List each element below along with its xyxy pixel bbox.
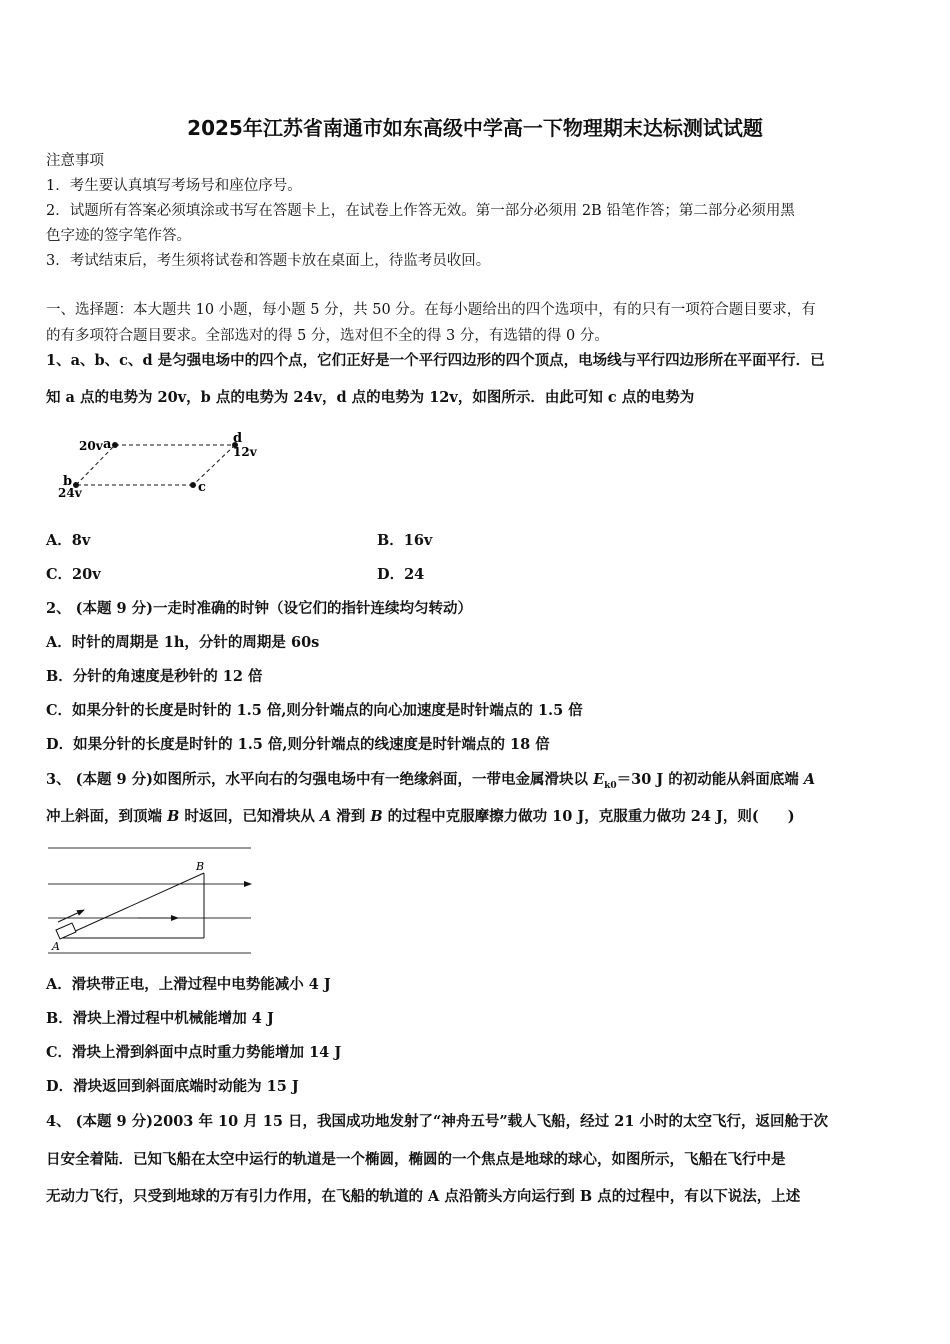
- question-4-stem: 无动力飞行，只受到地球的万有引力作用，在飞船的轨道的 A 点沿箭头方向运行到 B 点的过程中，有以下说法，上述: [46, 1188, 801, 1205]
- notice-item: 2．试题所有答案必须填涂或书写在答题卡上，在试卷上作答无效。第一部分必须用 2B 铅笔作答；第二部分必须用黑: [46, 203, 795, 219]
- label-A: A: [52, 940, 60, 953]
- label-B: B: [196, 860, 205, 873]
- section-intro: 的有多项符合题目要求。全部选对的得 5 分，选对但不全的得 3 分，有选错的得 0 分。: [46, 328, 609, 344]
- option-d: D．如果分针的长度是时针的 1.5 倍,则分针端点的线速度是时针端点的 18 倍: [46, 736, 550, 753]
- point-c: [190, 482, 196, 488]
- point-b-ref: B: [370, 808, 383, 825]
- notice-item: 色字迹的签字笔作答。: [46, 228, 191, 244]
- label-b: b: [63, 474, 73, 489]
- notice-item: 1．考生要认真填写考场号和座位序号。: [46, 178, 302, 194]
- point-a-ref: A: [319, 808, 332, 825]
- label-c: c: [198, 480, 206, 495]
- label-24v: 24v: [58, 486, 82, 500]
- question-4-stem: 4、 (本题 9 分)2003 年 10 月 15 日，我国成功地发射了“神舟五号”载人飞船，经过 21 小时的太空飞行，返回舱于次: [46, 1113, 828, 1130]
- incline-surface: [60, 873, 204, 938]
- option-c: C．如果分针的长度是时针的 1.5 倍,则分针端点的向心加速度是时针端点的 1.5 倍: [46, 702, 583, 719]
- notice-heading: 注意事项: [46, 153, 104, 169]
- label-12v: 12v: [233, 445, 257, 459]
- stem-text: 滑到: [331, 808, 371, 825]
- ek-symbol: E: [593, 771, 605, 788]
- point-b-ref: B: [167, 808, 180, 825]
- question-2-stem: 2、 (本题 9 分)一走时准确的时钟（设它们的指针连续均匀转动）: [46, 600, 473, 617]
- option-d: D．滑块返回到斜面底端时动能为 15 J: [46, 1078, 299, 1095]
- page-title: 2025年江苏省南通市如东高级中学高一下物理期末达标测试试题: [187, 116, 763, 140]
- stem-text: 3、 (本题 9 分)如图所示，水平向右的匀强电场中有一绝缘斜面，一带电金属滑块以: [46, 771, 594, 788]
- incline-figure: [46, 840, 256, 960]
- velocity-arrow: [58, 910, 84, 922]
- slider-block: [56, 923, 76, 939]
- option-b: B．分针的角速度是秒针的 12 倍: [46, 668, 263, 685]
- stem-text: 时返回，已知滑块从: [179, 808, 320, 825]
- ek-subscript: k0: [604, 780, 617, 791]
- question-3-stem: [46, 807, 906, 827]
- option-a: A．滑块带正电，上滑过程中电势能减小 4 J: [46, 976, 331, 993]
- label-d: d: [233, 431, 243, 446]
- edge-dc: [193, 445, 235, 485]
- question-1-stem: 知 a 点的电势为 20v，b 点的电势为 24v，d 点的电势为 12v，如图所示．由此可知 c 点的电势为: [46, 389, 695, 406]
- option-a: A．8v: [46, 532, 91, 549]
- option-b: B．16v: [377, 532, 433, 549]
- point-a: [112, 442, 118, 448]
- option-b: B．滑块上滑过程中机械能增加 4 J: [46, 1010, 274, 1027]
- option-c: C．滑块上滑到斜面中点时重力势能增加 14 J: [46, 1044, 342, 1061]
- notice-item: 3．考试结束后，考生须将试卷和答题卡放在桌面上，待监考员收回。: [46, 253, 491, 269]
- stem-text: 冲上斜面，到顶端: [46, 808, 168, 825]
- option-c: C．20v: [46, 566, 101, 583]
- parallelogram-figure: [50, 428, 270, 508]
- stem-text: 的过程中克服摩擦力做功 10 J，克服重力做功 24 J，则( ): [382, 808, 795, 825]
- section-intro: 一、选择题：本大题共 10 小题，每小题 5 分，共 50 分。在每小题给出的四个选项中，有的只有一项符合题目要求，有: [46, 302, 816, 318]
- label-a: a: [103, 437, 112, 452]
- stem-text: ＝30 J 的初动能从斜面底端: [616, 771, 804, 788]
- question-3-stem: [46, 770, 906, 796]
- option-a: A．时针的周期是 1h，分针的周期是 60s: [46, 634, 320, 651]
- question-1-stem: 1、a、b、c、d 是匀强电场中的四个点，它们正好是一个平行四边形的四个顶点，电场线与平行四边形所在平面平行．已: [46, 352, 825, 369]
- question-4-stem: 日安全着陆．已知飞船在太空中运行的轨道是一个椭圆，椭圆的一个焦点是地球的球心，如图所示，飞船在飞行中是: [46, 1151, 786, 1168]
- label-20v: 20v: [79, 439, 103, 453]
- option-d: D．24: [377, 566, 425, 583]
- point-a-ref: A: [803, 771, 816, 788]
